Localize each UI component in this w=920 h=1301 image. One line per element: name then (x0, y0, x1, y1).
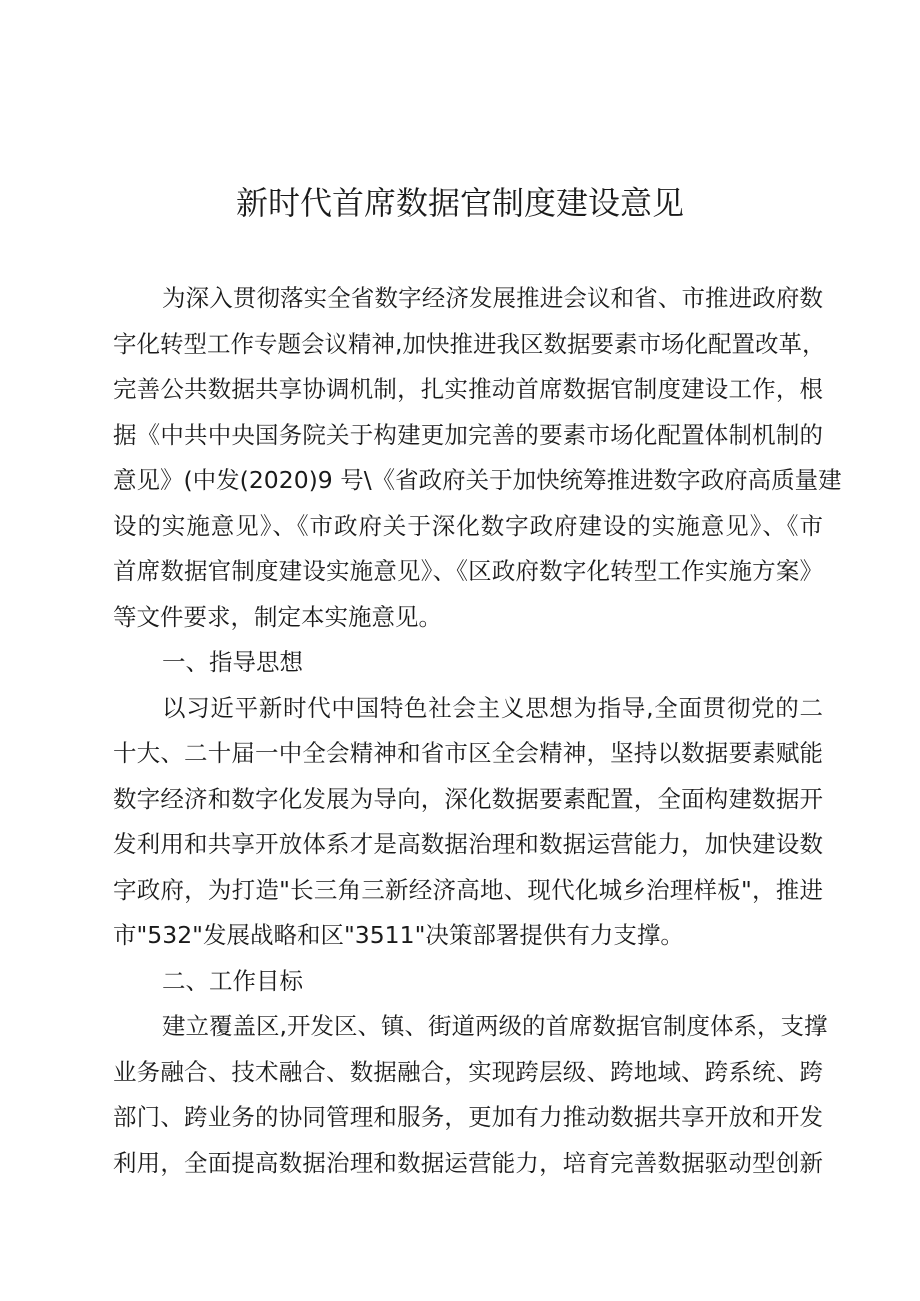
section2-line: 部门、跨业务的协同管理和服务，更加有力推动数据共享开放和开发 (113, 1103, 823, 1131)
intro-line: 字化转型工作专题会议精神,加快推进我区数据要素市场化配置改革， (113, 330, 826, 358)
section1-line: 十大、二十届一中全会精神和省市区全会精神，坚持以数据要素赋能 (113, 739, 823, 767)
section2-line: 利用，全面提高数据治理和数据运营能力，培育完善数据驱动型创新 (113, 1149, 823, 1177)
intro-line: 为深入贯彻落实全省数字经济发展推进会议和省、市推进政府数 (162, 284, 823, 312)
intro-line: 意见》(中发(2020)9 号\《省政府关于加快统筹推进数字政府高质量建 (113, 466, 842, 494)
section1-line: 发利用和共享开放体系才是高数据治理和数据运营能力，加快建设数 (113, 830, 823, 858)
section2-line: 建立覆盖区,开发区、镇、街道两级的首席数据官制度体系，支撑 (162, 1012, 828, 1040)
section-heading-guiding-ideology: 一、指导思想 (162, 648, 303, 676)
section-heading-work-goals: 二、工作目标 (162, 967, 303, 995)
intro-line: 据《中共中央国务院关于构建更加完善的要素市场化配置体制机制的 (113, 421, 823, 449)
document-title: 新时代首席数据官制度建设意见 (235, 184, 684, 222)
intro-line: 完善公共数据共享协调机制，扎实推动首席数据官制度建设工作，根 (113, 375, 823, 403)
section1-line: 字政府，为打造"长三角三新经济高地、现代化城乡治理样板"，推进 (113, 876, 823, 904)
section1-line: 以习近平新时代中国特色社会主义思想为指导,全面贯彻党的二 (162, 694, 823, 722)
intro-line: 等文件要求，制定本实施意见。 (113, 603, 442, 631)
intro-line: 首席数据官制度建设实施意见》、《区政府数字化转型工作实施方案》 (113, 557, 823, 585)
section1-line: 数字经济和数字化发展为导向，深化数据要素配置，全面构建数据开 (113, 785, 823, 813)
section2-line: 业务融合、技术融合、数据融合，实现跨层级、跨地域、跨系统、跨 (113, 1058, 823, 1086)
intro-line: 设的实施意见》、《市政府关于深化数字政府建设的实施意见》、《市 (113, 512, 823, 540)
section1-line: 市"532"发展战略和区"3511"决策部署提供有力支撑。 (113, 921, 684, 949)
